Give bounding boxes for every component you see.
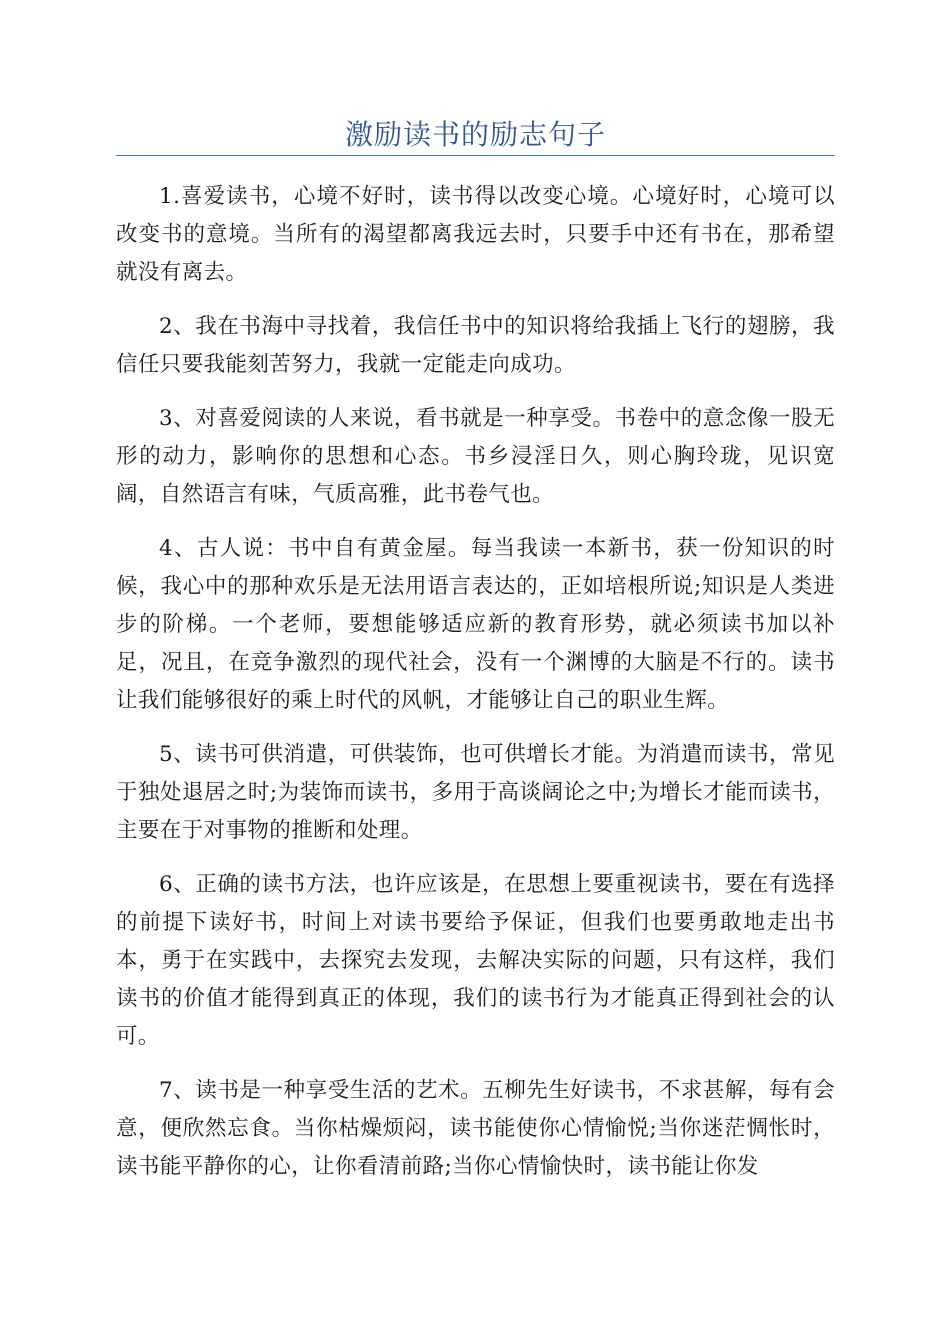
paragraph-6: 6、正确的读书方法，也许应该是，在思想上要重视读书，要在有选择的前提下读好书，时间上对读书要给予保证，但我们也要勇敢地走出书本，勇于在实践中，去探究去发现，去解决实际的问题，只有这样，我们读书的价值才能得到真正的体现，我们的读书行为才能真正得到社会的认可。 [116,872,835,1049]
paragraph-3: 3、对喜爱阅读的人来说，看书就是一种享受。书卷中的意念像一股无形的动力，影响你的思想和心态。书乡浸淫日久，则心胸玲珑，见识宽阔，自然语言有味，气质高雅，此书卷气也。 [116,406,835,507]
paragraph-4: 4、古人说：书中自有黄金屋。每当我读一本新书，获一份知识的时候，我心中的那种欢乐是无法用语言表达的，正如培根所说;知识是人类进步的阶梯。一个老师，要想能够适应新的教育形势，就必须读书加以补足，况且，在竞争激烈的现代社会，没有一个渊博的大脑是不行的。读书让我们能够很好的乘上时代的风帆，才能够让自己的职业生辉。 [116,536,835,713]
title-underline [116,155,835,156]
paragraph-1: 1.喜爱读书，心境不好时，读书得以改变心境。心境好时，心境可以改变书的意境。当所有的渴望都离我远去时，只要手中还有书在，那希望就没有离去。 [116,184,835,285]
paragraph-7: 7、读书是一种享受生活的艺术。五柳先生好读书，不求甚解，每有会意，便欣然忘食。当你枯燥烦闷，读书能使你心情愉悦;当你迷茫惆怅时，读书能平静你的心，让你看清前路;当你心情愉快时，读书能让你发 [116,1078,835,1179]
paragraph-2: 2、我在书海中寻找着，我信任书中的知识将给我插上飞行的翅膀，我信任只要我能刻苦努力，我就一定能走向成功。 [116,314,835,377]
document-body [116,178,835,1186]
document-page [116,0,835,1202]
paragraph-5: 5、读书可供消遣，可供装饰，也可供增长才能。为消遣而读书，常见于独处退居之时;为装饰而读书，多用于高谈阔论之中;为增长才能而读书，主要在于对事物的推断和处理。 [116,742,835,843]
page-title: 激励读书的励志句子 [344,118,606,151]
